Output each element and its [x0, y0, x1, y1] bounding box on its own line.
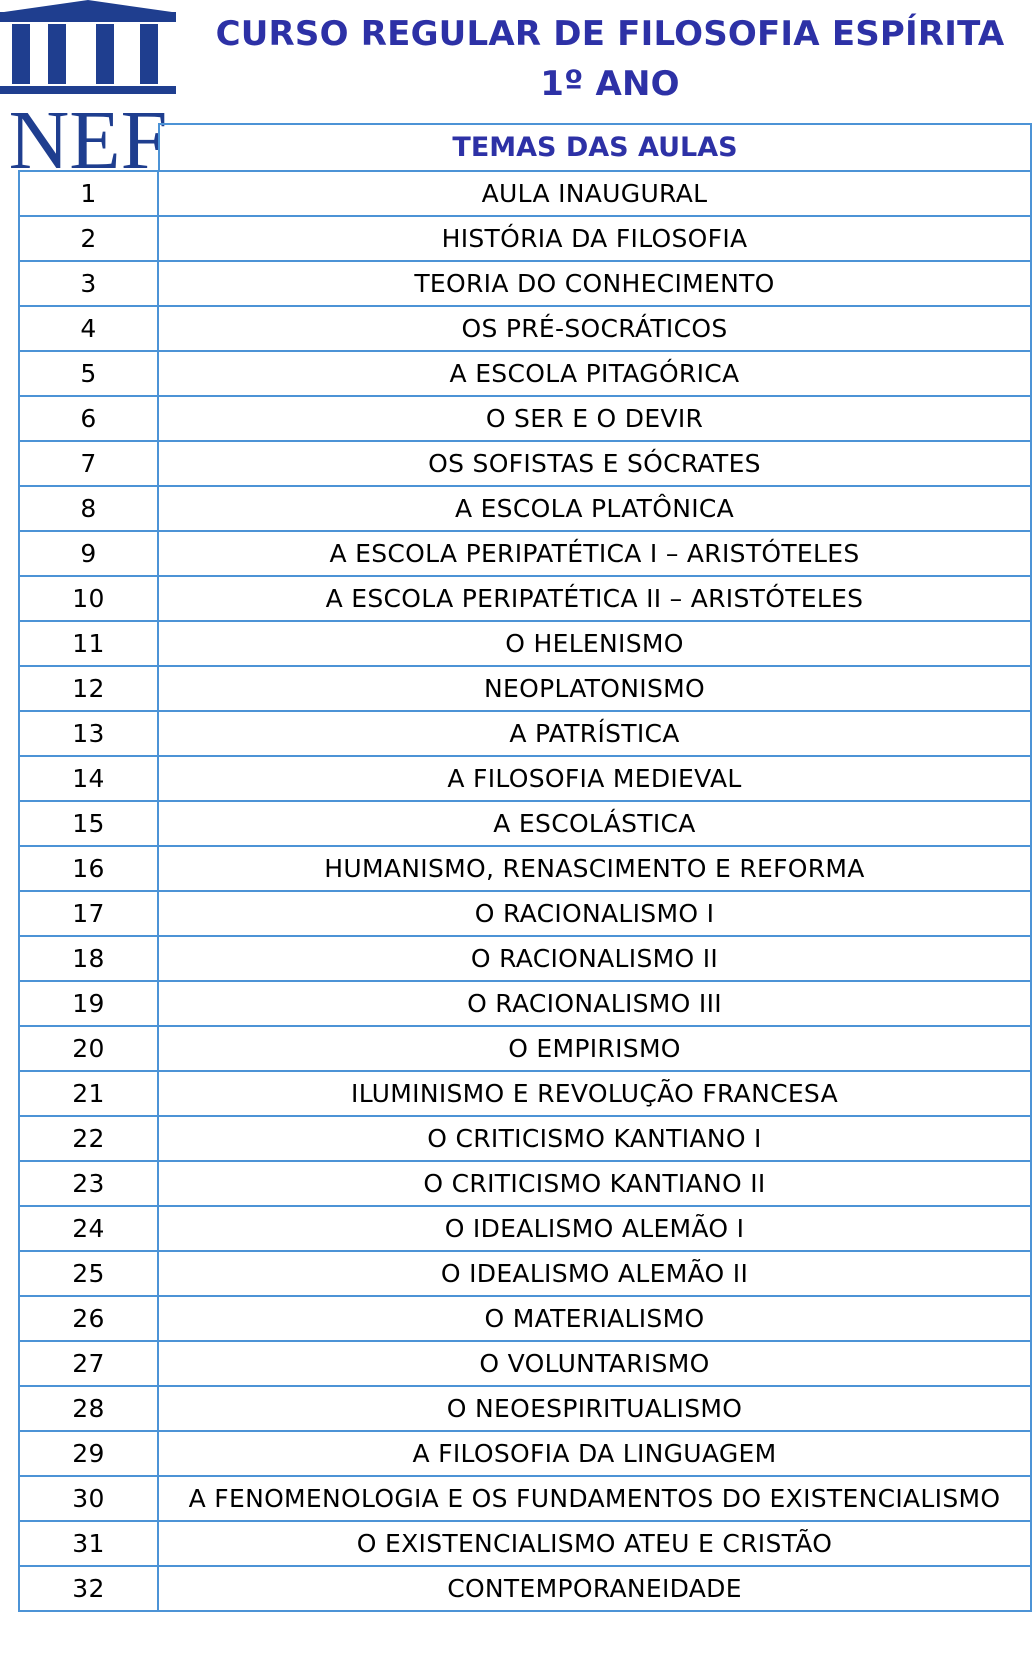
lesson-theme: O CRITICISMO KANTIANO II [158, 1161, 1031, 1206]
lesson-theme: O SER E O DEVIR [158, 396, 1031, 441]
lesson-number: 22 [19, 1116, 158, 1161]
lesson-number: 24 [19, 1206, 158, 1251]
lesson-number: 31 [19, 1521, 158, 1566]
lesson-theme: O CRITICISMO KANTIANO I [158, 1116, 1031, 1161]
table-row [19, 1521, 1031, 1566]
lesson-number: 5 [19, 351, 158, 396]
lesson-number: 12 [19, 666, 158, 711]
table-row [19, 891, 1031, 936]
lesson-number: 20 [19, 1026, 158, 1071]
lesson-theme: O IDEALISMO ALEMÃO I [158, 1206, 1031, 1251]
lesson-theme: O RACIONALISMO II [158, 936, 1031, 981]
table-row [19, 981, 1031, 1026]
table-row [19, 1431, 1031, 1476]
lesson-theme: O MATERIALISMO [158, 1296, 1031, 1341]
lesson-theme: A FENOMENOLOGIA E OS FUNDAMENTOS DO EXISTENCIALISMO [158, 1476, 1031, 1521]
table-row [19, 171, 1031, 216]
lesson-number: 2 [19, 216, 158, 261]
table-row [19, 261, 1031, 306]
lesson-number: 23 [19, 1161, 158, 1206]
lesson-number: 3 [19, 261, 158, 306]
lesson-number: 8 [19, 486, 158, 531]
lesson-theme: HISTÓRIA DA FILOSOFIA [158, 216, 1031, 261]
table-row [19, 936, 1031, 981]
table-row [19, 1566, 1031, 1611]
lesson-number: 27 [19, 1341, 158, 1386]
table-row [19, 756, 1031, 801]
lesson-theme: HUMANISMO, RENASCIMENTO E REFORMA [158, 846, 1031, 891]
table-row [19, 666, 1031, 711]
lesson-theme: O IDEALISMO ALEMÃO II [158, 1251, 1031, 1296]
lesson-theme: O RACIONALISMO III [158, 981, 1031, 1026]
table-row [19, 1476, 1031, 1521]
lesson-theme: O EMPIRISMO [158, 1026, 1031, 1071]
lesson-number: 11 [19, 621, 158, 666]
table-row [19, 846, 1031, 891]
table-row [19, 1116, 1031, 1161]
lesson-number: 32 [19, 1566, 158, 1611]
lesson-number: 29 [19, 1431, 158, 1476]
lesson-number: 15 [19, 801, 158, 846]
lesson-theme: A ESCOLA PERIPATÉTICA I – ARISTÓTELES [158, 531, 1031, 576]
table-row [19, 351, 1031, 396]
table-row [19, 396, 1031, 441]
lessons-table [18, 170, 1032, 1612]
lesson-theme: A ESCOLÁSTICA [158, 801, 1031, 846]
lesson-theme: A ESCOLA PITAGÓRICA [158, 351, 1031, 396]
lesson-number: 18 [19, 936, 158, 981]
table-row [19, 1071, 1031, 1116]
lesson-number: 16 [19, 846, 158, 891]
table-row [19, 306, 1031, 351]
table-row [19, 1386, 1031, 1431]
lesson-theme: AULA INAUGURAL [158, 171, 1031, 216]
lesson-theme: ILUMINISMO E REVOLUÇÃO FRANCESA [158, 1071, 1031, 1116]
lesson-theme: O RACIONALISMO I [158, 891, 1031, 936]
table-row [19, 441, 1031, 486]
lesson-theme: A FILOSOFIA DA LINGUAGEM [158, 1431, 1031, 1476]
lesson-theme: O HELENISMO [158, 621, 1031, 666]
course-title: CURSO REGULAR DE FILOSOFIA ESPÍRITA [215, 14, 1005, 54]
lesson-theme: O VOLUNTARISMO [158, 1341, 1031, 1386]
table-row [19, 1161, 1031, 1206]
lesson-number: 19 [19, 981, 158, 1026]
lesson-theme: A PATRÍSTICA [158, 711, 1031, 756]
table-row [19, 1296, 1031, 1341]
lesson-theme: TEORIA DO CONHECIMENTO [158, 261, 1031, 306]
lesson-number: 30 [19, 1476, 158, 1521]
lesson-number: 9 [19, 531, 158, 576]
logo-text: NEF [8, 94, 168, 172]
table-row [19, 1341, 1031, 1386]
table-heading: TEMAS DAS AULAS [158, 123, 1032, 170]
table-row [19, 711, 1031, 756]
lesson-number: 6 [19, 396, 158, 441]
lesson-number: 7 [19, 441, 158, 486]
lesson-number: 13 [19, 711, 158, 756]
lesson-number: 26 [19, 1296, 158, 1341]
table-row [19, 576, 1031, 621]
lesson-number: 4 [19, 306, 158, 351]
table-row [19, 1026, 1031, 1071]
lesson-number: 10 [19, 576, 158, 621]
course-year: 1º ANO [540, 64, 680, 104]
table-row [19, 486, 1031, 531]
table-row [19, 531, 1031, 576]
nef-logo [0, 0, 176, 172]
lesson-theme: A ESCOLA PERIPATÉTICA II – ARISTÓTELES [158, 576, 1031, 621]
table-row [19, 216, 1031, 261]
lesson-number: 25 [19, 1251, 158, 1296]
lesson-theme: OS PRÉ-SOCRÁTICOS [158, 306, 1031, 351]
lesson-number: 1 [19, 171, 158, 216]
table-row [19, 1206, 1031, 1251]
lesson-theme: A ESCOLA PLATÔNICA [158, 486, 1031, 531]
lesson-theme: OS SOFISTAS E SÓCRATES [158, 441, 1031, 486]
lesson-theme: A FILOSOFIA MEDIEVAL [158, 756, 1031, 801]
table-row [19, 801, 1031, 846]
lesson-number: 17 [19, 891, 158, 936]
lesson-theme: NEOPLATONISMO [158, 666, 1031, 711]
lesson-number: 21 [19, 1071, 158, 1116]
lesson-number: 14 [19, 756, 158, 801]
lesson-theme: CONTEMPORANEIDADE [158, 1566, 1031, 1611]
table-row [19, 1251, 1031, 1296]
lesson-theme: O NEOESPIRITUALISMO [158, 1386, 1031, 1431]
lesson-theme: O EXISTENCIALISMO ATEU E CRISTÃO [158, 1521, 1031, 1566]
table-row [19, 621, 1031, 666]
lesson-number: 28 [19, 1386, 158, 1431]
